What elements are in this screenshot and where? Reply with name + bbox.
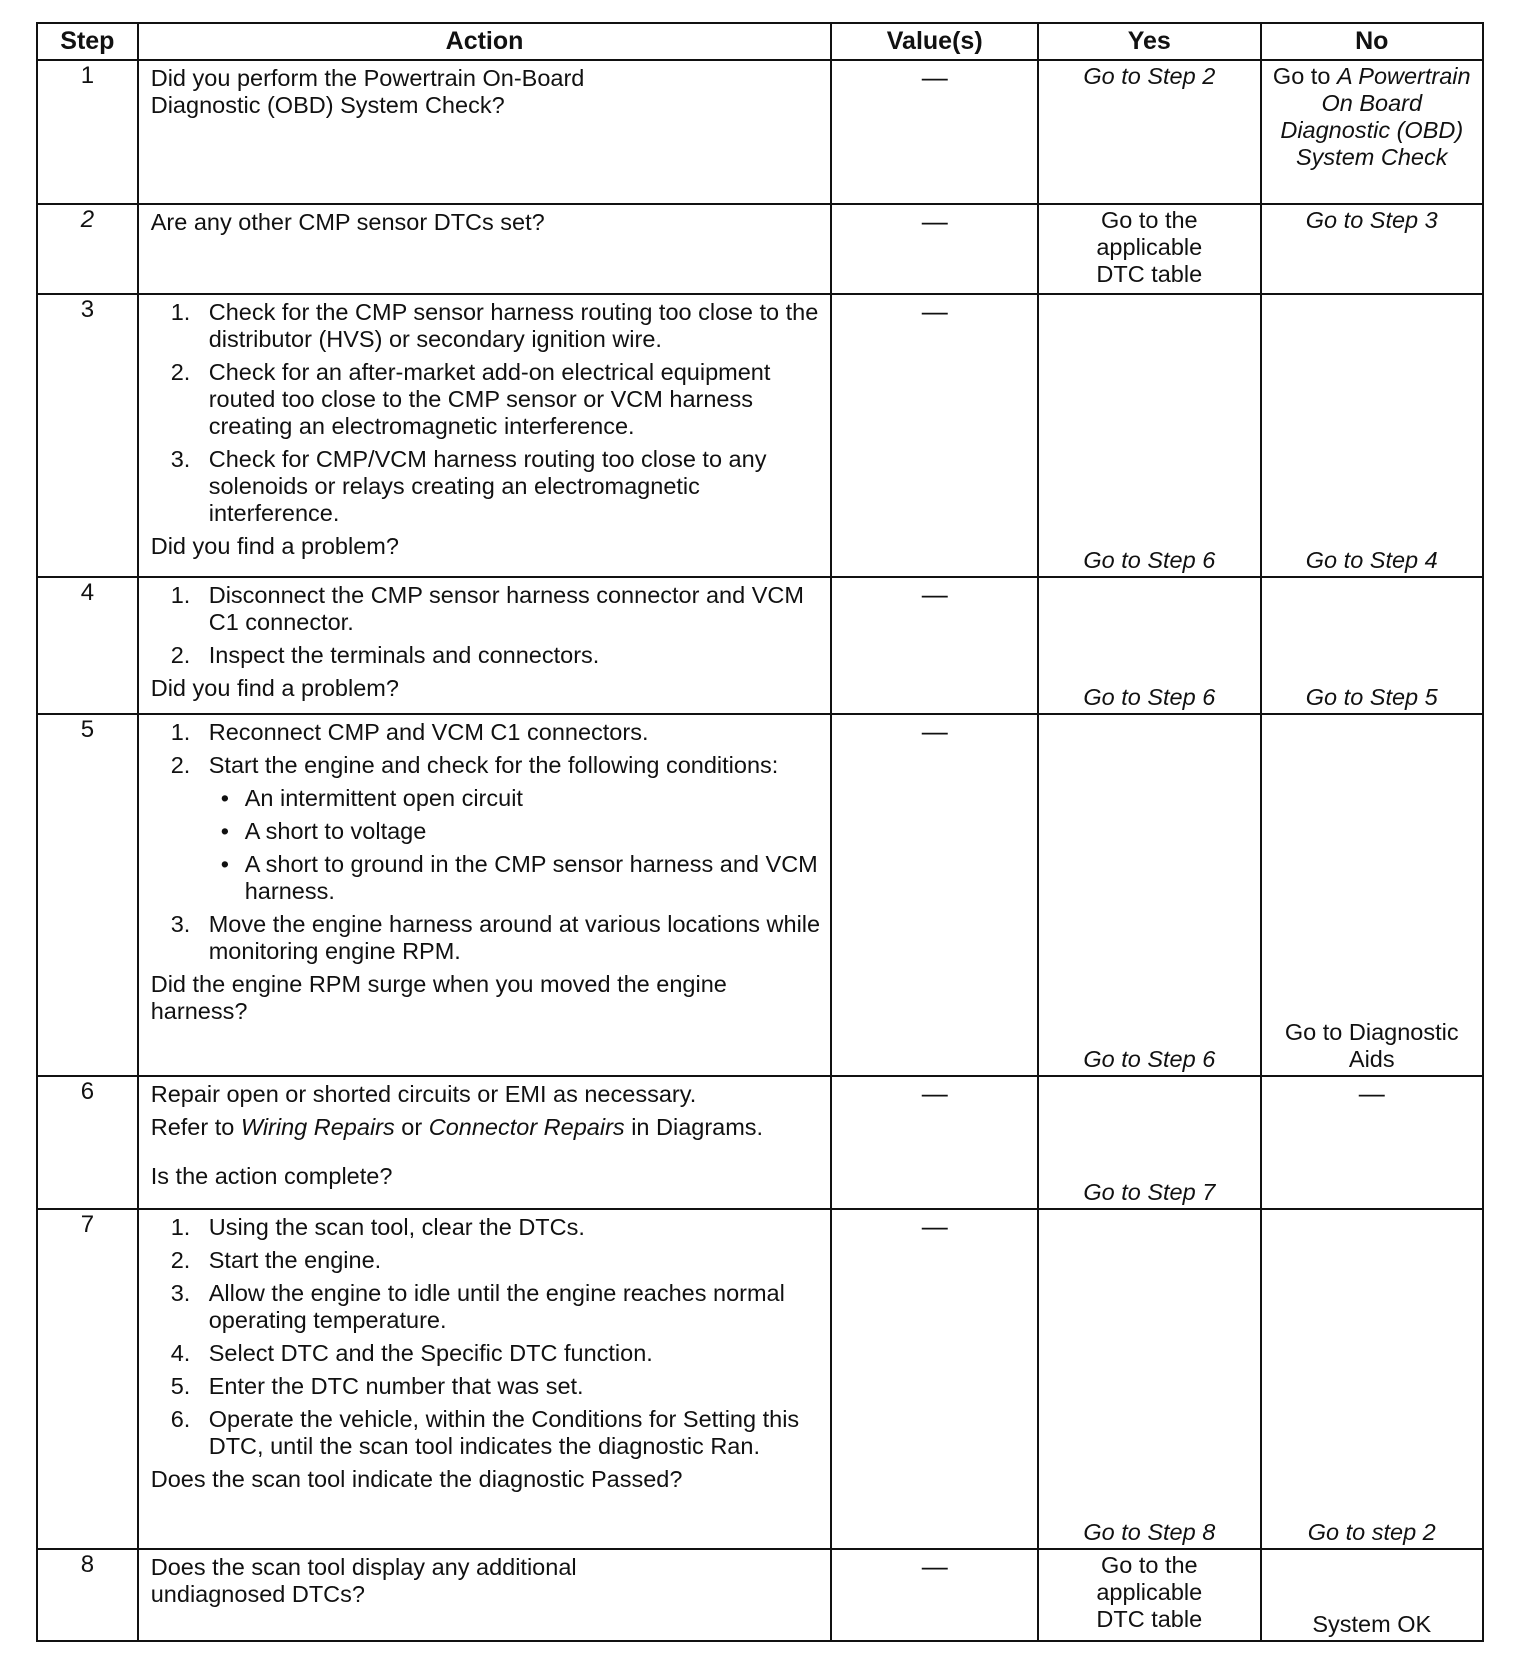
no-goto-prefix: Go to: [1272, 63, 1331, 89]
bullet-item: • A short to ground in the CMP sensor harness and VCM harness.: [220, 851, 818, 904]
value-cell: —: [831, 204, 1038, 294]
header-values: Value(s): [831, 23, 1038, 60]
value-cell: —: [831, 294, 1038, 577]
step-number: 8: [37, 1549, 138, 1641]
list-item: 1. Check for the CMP sensor harness routing too close to the distributor (HVS) or secondary ignition wire.: [170, 299, 819, 352]
table-row-step-7: [37, 1209, 1483, 1549]
action-cell: [138, 294, 832, 577]
table-row-step-4: [37, 577, 1483, 714]
list-item: 3. Check for CMP/VCM harness routing too close to any solenoids or relays creating an electromagnetic interference.: [170, 446, 767, 526]
list-item: 3. Move the engine harness around at various locations while monitoring engine RPM.: [170, 911, 821, 964]
action-cell: [138, 1209, 832, 1549]
yes-cell: [1038, 1549, 1260, 1641]
yes-goto-dtc-table[interactable]: Go to the applicable DTC table: [1096, 207, 1203, 287]
value-cell: —: [831, 714, 1038, 1076]
question-text: Did the engine RPM surge when you moved the engine harness?: [150, 971, 727, 1024]
table-row-step-5: [37, 714, 1483, 1076]
value-cell: —: [831, 1076, 1038, 1209]
yes-goto-step[interactable]: Go to Step 2: [1083, 63, 1216, 89]
diagnostic-table: [36, 22, 1484, 1642]
list-item: 3. Allow the engine to idle until the engine reaches normal operating temperature.: [170, 1280, 785, 1333]
yes-goto-step[interactable]: Go to Step 7: [1083, 1179, 1216, 1205]
list-item: 1. Disconnect the CMP sensor harness connector and VCM C1 connector.: [170, 582, 804, 635]
value-cell: —: [831, 1209, 1038, 1549]
table-row-step-2: [37, 204, 1483, 294]
wiring-repairs-link[interactable]: Wiring Repairs: [240, 1114, 395, 1140]
step-number: 4: [37, 577, 138, 714]
table-row-step-1: [37, 60, 1483, 204]
value-cell: —: [831, 577, 1038, 714]
no-goto-diagnostic-aids[interactable]: Go to Diagnostic Aids: [1284, 1019, 1459, 1072]
header-row: [37, 23, 1483, 60]
action-text: Does the scan tool display any additional undiagnosed DTCs?: [150, 1554, 577, 1607]
question-text: Does the scan tool indicate the diagnostic Passed?: [150, 1466, 683, 1492]
yes-cell: [1038, 294, 1260, 577]
value-cell: —: [831, 1549, 1038, 1641]
no-goto-step[interactable]: Go to Step 4: [1305, 547, 1438, 573]
no-goto-link[interactable]: A Powertrain On Board Diagnostic (OBD) System Check: [1280, 63, 1471, 170]
yes-cell: [1038, 1209, 1260, 1549]
table-row-step-3: [37, 294, 1483, 577]
connector-repairs-link[interactable]: Connector Repairs: [428, 1114, 625, 1140]
list-item: 1. Reconnect CMP and VCM C1 connectors.: [170, 719, 649, 745]
action-cell: [138, 60, 832, 204]
no-system-ok: System OK: [1312, 1611, 1432, 1637]
list-item: 1. Using the scan tool, clear the DTCs.: [170, 1214, 585, 1240]
step-number: 1: [37, 60, 138, 204]
step-number: 3: [37, 294, 138, 577]
no-goto-step[interactable]: Go to step 2: [1307, 1519, 1436, 1545]
refer-to-line: Refer to Wiring Repairs or Connector Repairs in Diagrams.: [150, 1114, 764, 1140]
yes-cell: [1038, 577, 1260, 714]
step-number: 6: [37, 1076, 138, 1209]
action-cell: [138, 1076, 832, 1209]
yes-cell: [1038, 714, 1260, 1076]
step-number: 5: [37, 714, 138, 1076]
yes-goto-step[interactable]: Go to Step 6: [1083, 547, 1216, 573]
no-cell: —: [1261, 1076, 1483, 1209]
yes-cell: [1038, 204, 1260, 294]
table-row-step-6: [37, 1076, 1483, 1209]
no-goto-step[interactable]: Go to Step 5: [1305, 684, 1438, 710]
header-step: Step: [37, 23, 138, 60]
no-goto-step[interactable]: Go to Step 3: [1305, 207, 1438, 233]
question-text: Did you find a problem?: [150, 675, 399, 701]
value-cell: —: [831, 60, 1038, 204]
list-item: 4. Select DTC and the Specific DTC function.: [170, 1340, 653, 1366]
list-item: 6. Operate the vehicle, within the Conditions for Setting this DTC, until the scan tool indicates the diagnostic Ran.: [170, 1406, 800, 1459]
yes-goto-step[interactable]: Go to Step 6: [1083, 1046, 1216, 1072]
question-text: Is the action complete?: [150, 1163, 393, 1189]
action-text: Did you perform the Powertrain On-Board Diagnostic (OBD) System Check?: [150, 65, 585, 118]
list-item: 2. Start the engine and check for the following conditions: • An intermittent open circuit • A short to voltage • A short to ground in the CMP sensor harness and VCM harness.: [151, 752, 823, 905]
list-item: 2. Inspect the terminals and connectors.: [170, 642, 600, 668]
list-item: 2. Check for an after-market add-on electrical equipment routed too close to the CMP sensor or VCM harness creating an electromagnetic interference.: [170, 359, 771, 439]
question-text: Did you find a problem?: [150, 533, 399, 559]
no-cell: [1261, 60, 1483, 204]
bullet-item: • An intermittent open circuit: [220, 785, 523, 811]
yes-cell: [1038, 60, 1260, 204]
header-yes: Yes: [1038, 23, 1260, 60]
list-item: 2. Start the engine.: [170, 1247, 382, 1273]
no-cell: [1261, 1209, 1483, 1549]
no-cell: [1261, 714, 1483, 1076]
no-cell: [1261, 1549, 1483, 1641]
header-no: No: [1261, 23, 1483, 60]
yes-goto-dtc-table[interactable]: Go to the applicable DTC table: [1096, 1552, 1203, 1632]
step-number: 7: [37, 1209, 138, 1549]
yes-goto-step[interactable]: Go to Step 8: [1083, 1519, 1216, 1545]
step-number: 2: [37, 204, 138, 294]
no-cell: [1261, 294, 1483, 577]
header-action: Action: [138, 23, 832, 60]
action-cell: [138, 204, 832, 294]
list-item: 5. Enter the DTC number that was set.: [170, 1373, 584, 1399]
yes-goto-step[interactable]: Go to Step 6: [1083, 684, 1216, 710]
repair-instruction: Repair open or shorted circuits or EMI as necessary.: [150, 1081, 697, 1107]
action-cell: [138, 577, 832, 714]
table-row-step-8: [37, 1549, 1483, 1641]
action-cell: [138, 714, 832, 1076]
action-cell: [138, 1549, 832, 1641]
bullet-item: • A short to voltage: [220, 818, 427, 844]
no-cell: [1261, 204, 1483, 294]
no-cell: [1261, 577, 1483, 714]
yes-cell: [1038, 1076, 1260, 1209]
action-text: Are any other CMP sensor DTCs set?: [150, 209, 545, 235]
